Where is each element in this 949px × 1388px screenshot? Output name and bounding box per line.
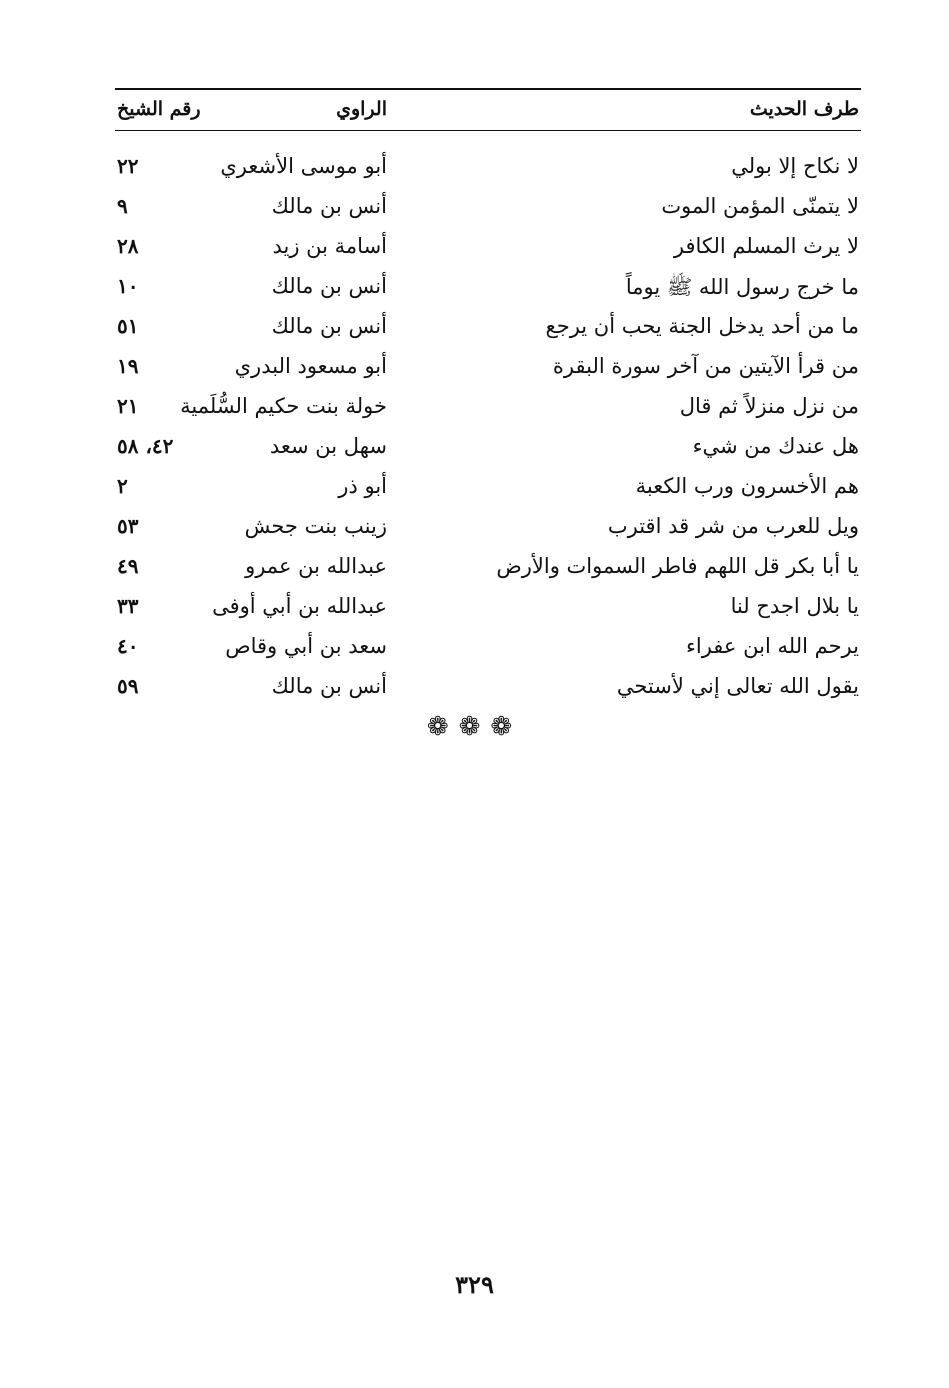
- number-cell: ٢٢: [117, 154, 139, 178]
- number-cell: ٢٨: [117, 234, 139, 258]
- rawi-cell: أسامة بن زيد: [272, 234, 387, 258]
- rawi-cell: أنس بن مالك: [271, 194, 387, 218]
- rawi-cell: أبو ذر: [338, 474, 387, 498]
- hadith-cell: يا بلال اجدح لنا: [730, 594, 859, 618]
- hadith-cell: هل عندك من شيء: [692, 434, 859, 458]
- page-number: ٣٢٩: [455, 1270, 494, 1299]
- rawi-cell: خولة بنت حكيم السُّلَمية: [180, 394, 387, 418]
- number-cell: ٥٩: [117, 674, 139, 698]
- table-row: [115, 590, 861, 630]
- table-row: [115, 510, 861, 550]
- hadith-cell: لا يرث المسلم الكافر: [673, 234, 859, 258]
- table-row: [115, 390, 861, 430]
- rawi-cell: أبو موسى الأشعري: [220, 154, 387, 178]
- hadith-cell: ما خرج رسول الله ﷺ يوماً: [625, 275, 859, 299]
- number-cell: ٤٩: [117, 554, 139, 578]
- number-cell: ١٩: [117, 354, 139, 378]
- hadith-cell: يا أبا بكر قل اللهم فاطر السموات والأرض: [496, 554, 859, 578]
- table-row: [115, 550, 861, 590]
- header-number: رقم الشيخ: [117, 98, 201, 120]
- hadith-cell: يرحم الله ابن عفراء: [686, 634, 859, 658]
- number-cell: ٩: [117, 194, 128, 218]
- number-cell: ٤٠: [117, 634, 139, 658]
- hadith-cell: من نزل منزلاً ثم قال: [679, 394, 859, 418]
- table-row: [115, 150, 861, 190]
- header-rawi: الراوي: [336, 98, 387, 120]
- number-cell: ٥١: [117, 314, 139, 338]
- hadith-cell: لا نكاح إلا بولي: [731, 154, 859, 178]
- table-row: [115, 470, 861, 510]
- rawi-cell: سعد بن أبي وقاص: [225, 634, 387, 658]
- header-hadith: طرف الحديث: [749, 98, 859, 120]
- number-cell: ١٠: [117, 274, 139, 298]
- hadith-cell: من قرأ الآيتين من آخر سورة البقرة: [552, 354, 859, 378]
- rawi-cell: زينب بنت جحش: [244, 514, 387, 538]
- top-rule: [115, 88, 861, 90]
- hadith-cell: هم الأخسرون ورب الكعبة: [635, 474, 859, 498]
- number-cell: ٢: [117, 474, 128, 498]
- hadith-cell: لا يتمنّى المؤمن الموت: [661, 194, 859, 218]
- rawi-cell: أنس بن مالك: [271, 314, 387, 338]
- table-row: [115, 270, 861, 310]
- table-row: [115, 190, 861, 230]
- rawi-cell: عبدالله بن عمرو: [245, 554, 387, 578]
- number-cell: ٢١: [117, 394, 139, 418]
- rawi-cell: عبدالله بن أبي أوفى: [212, 594, 387, 618]
- table-body: [115, 150, 861, 710]
- rawi-cell: أبو مسعود البدري: [234, 354, 387, 378]
- hadith-cell: يقول الله تعالى إني لأستحي: [616, 674, 859, 698]
- table-row: [115, 630, 861, 670]
- number-cell: ٤٢، ٥٨: [117, 434, 174, 458]
- hadith-cell: ويل للعرب من شر قد اقترب: [607, 514, 859, 538]
- table-header: [115, 94, 861, 131]
- hadith-cell: ما من أحد يدخل الجنة يحب أن يرجع: [545, 314, 859, 338]
- rawi-cell: سهل بن سعد: [269, 434, 387, 458]
- table-row: [115, 350, 861, 390]
- rawi-cell: أنس بن مالك: [271, 674, 387, 698]
- table-row: [115, 430, 861, 470]
- table-row: [115, 230, 861, 270]
- rawi-cell: أنس بن مالك: [271, 274, 387, 298]
- number-cell: ٣٣: [117, 594, 139, 618]
- ornament-divider: ❁❁❁: [426, 712, 523, 742]
- table-row: [115, 310, 861, 350]
- number-cell: ٥٣: [117, 514, 139, 538]
- table-row: [115, 670, 861, 710]
